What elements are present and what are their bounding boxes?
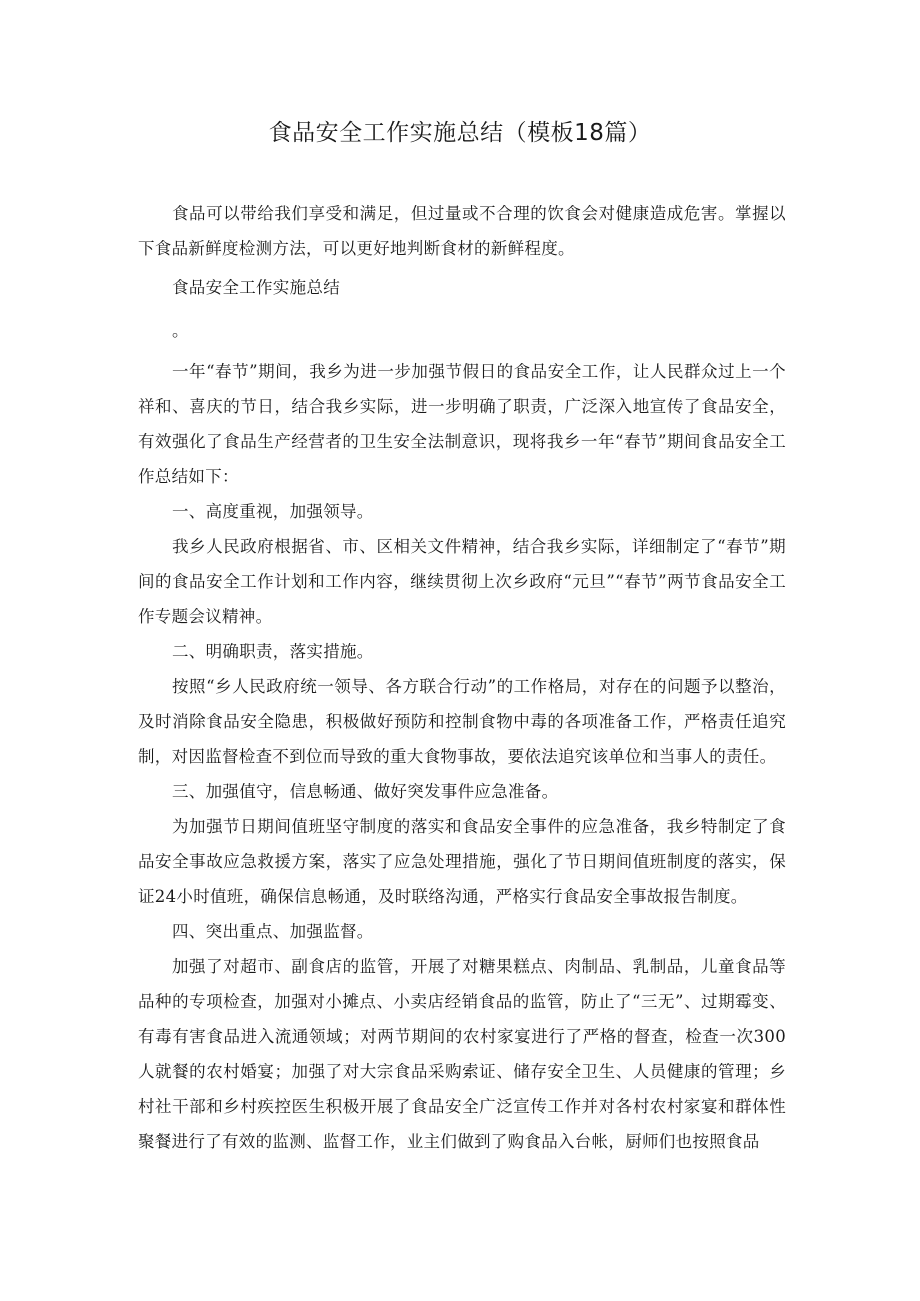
paragraph-2: 按照“乡人民政府统一领导、各方联合行动”的工作格局，对存在的问题予以整治，及时消除食品安全隐患，积极做好预防和控制食物中毒的各项准备工作，严格责任追究制，对因监督检查不到位而导致的重大食物事故，要依法追究该单位和当事人的责任。 xyxy=(138,677,786,766)
paragraph-opening: 一年“春节”期间，我乡为进一步加强节假日的食品安全工作，让人民群众过上一个祥和、喜庆的节日，结合我乡实际，进一步明确了职责，广泛深入地宣传了食品安全，有效强化了食品生产经营者的卫生安全法制意识，现将我乡一年“春节”期间食品安全工作总结如下： xyxy=(138,362,786,486)
document-title: 食品安全工作实施总结（模板18篇） xyxy=(268,120,652,146)
paragraph-1: 我乡人民政府根据省、市、区相关文件精神，结合我乡实际，详细制定了“春节”期间的食品安全工作计划和工作内容，继续贯彻上次乡政府“元旦”“春节”两节食品安全工作专题会议精神。 xyxy=(138,537,786,626)
intro-paragraph: 食品可以带给我们享受和满足，但过量或不合理的饮食会对健康造成危害。掌握以下食品新鲜度检测方法，可以更好地判断食材的新鲜程度。 xyxy=(138,204,786,258)
heading-3: 三、加强值守，信息畅通、做好突发事件应急准备。 xyxy=(172,782,559,801)
heading-4: 四、突出重点、加强监督。 xyxy=(172,922,374,941)
paragraph-3: 为加强节日期间值班坚守制度的落实和食品安全事件的应急准备，我乡特制定了食品安全事故应急救援方案，落实了应急处理措施，强化了节日期间值班制度的落实，保证24小时值班，确保信息畅通，及时联络沟通，严格实行食品安全事故报告制度。 xyxy=(138,817,786,906)
document-body xyxy=(138,196,786,1159)
heading-1: 一、高度重视，加强领导。 xyxy=(172,502,374,521)
section-heading: 食品安全工作实施总结 xyxy=(172,278,340,297)
paragraph-4: 加强了对超市、副食店的监管，开展了对糖果糕点、肉制品、乳制品，儿童食品等品种的专项检查，加强对小摊点、小卖店经销食品的监管，防止了“三无”、过期霉变、有毒有害食品进入流通领域；对两节期间的农村家宴进行了严格的督查，检查一次300人就餐的农村婚宴；加强了对大宗食品采购索证、储存安全卫生、人员健康的管理；乡村社干部和乡村疾控医生积极开展了食品安全广泛宣传工作并对各村农村家宴和群体性聚餐进行了有效的监测、监督工作，业主们做到了购食品入台帐，厨师们也按照食品 xyxy=(138,957,786,1151)
separator-mark: 。 xyxy=(172,321,189,340)
heading-2: 二、明确职责，落实措施。 xyxy=(172,642,374,661)
